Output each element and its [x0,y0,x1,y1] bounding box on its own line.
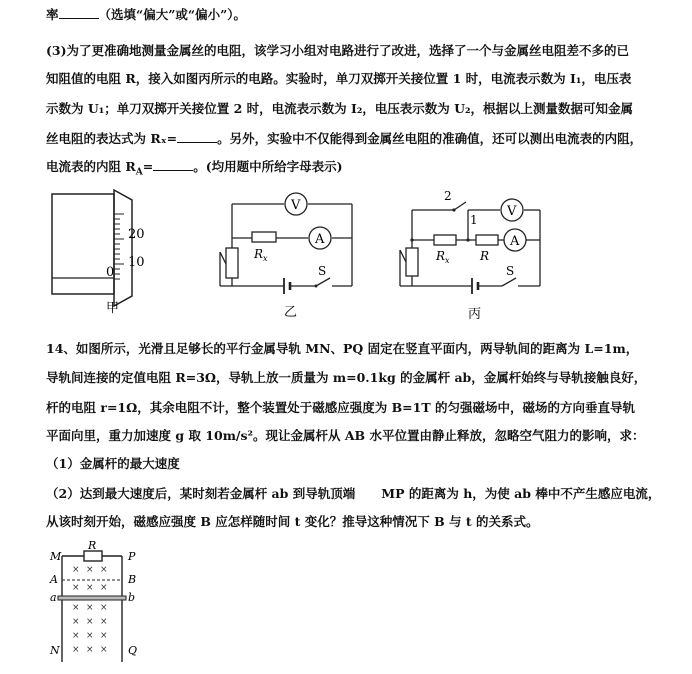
field-mark: × [86,603,94,613]
label-b-lower: b [128,591,136,604]
switch-contact [315,285,318,288]
label-b-upper: B [128,573,137,586]
text-fragment: （选填“偏大”或“偏小”）。 [98,7,247,22]
label-p: P [128,550,136,563]
label-a-upper: A [50,573,58,586]
junction-dot [410,238,413,241]
figure-jia-micrometer [40,186,180,316]
figure-caption-bing: 丙 [468,307,482,322]
rx-letter: R [436,249,446,263]
switch-label: S [506,264,515,278]
thimble-ticks [114,214,124,279]
field-mark: × [86,617,94,627]
resistor-rx [252,232,276,242]
text-fragment: MP 的距离为 h，为使 ab 棒中不产生感应电流， [381,486,661,501]
subscript: A [135,167,143,178]
figure-caption-yi: 乙 [284,305,298,320]
ammeter-label: A [315,232,325,247]
resistor-r [84,551,102,561]
voltmeter-label: V [291,198,301,213]
switch-label: S [318,264,327,278]
spdt-position-1: 1 [470,213,478,227]
q14-line-5: （1）金属杆的最大速度 [46,456,180,471]
rheostat [406,248,418,276]
label-a-lower: a [50,591,57,604]
tick-label-20: 20 [128,227,145,242]
field-mark: × [100,603,108,613]
line-3: 示数为 U₁；单刀双掷开关接位置 2 时，电流表示数为 I₂，电压表示数为 U₂，根据以上测量数据可知金属 [46,101,634,116]
junction-dot [466,238,469,241]
q14-line-7: 从该时刻开始，磁感应强度 B 应怎样随时间 t 变化？推导这种情况下 B 与 t 的关系式。 [46,514,539,529]
q14-line-4: 平面向里，重力加速度 g 取 10m/s²。现让金属杆从 AB 水平位置由静止释放，忽略空气阻力的影响，求： [46,428,645,443]
line-5 [46,158,343,181]
figure-rails-magnetic-field [40,540,160,666]
spdt-pivot [452,208,455,211]
answer-blank [177,130,217,143]
text-fragment: 。(均用题中所给字母表示) [193,159,343,174]
rx-label [253,247,268,263]
text-fragment: 。另外，实验中不仅能得到金属丝电阻的准确值，还可以测出电流表的内阻， [217,131,643,146]
field-mark: × [86,645,94,655]
spdt-position-2: 2 [444,189,452,203]
q14-line-1: 14、如图所示，光滑且足够长的平行金属导轨 MN、PQ 固定在竖直平面内，两导轨间的距离为 L=1m， [46,341,639,356]
rx-label [435,249,450,265]
label-q: Q [128,644,138,657]
line-4 [46,130,642,147]
tick-label-0: 0 [106,265,115,280]
field-mark: × [72,617,80,627]
rx-subscript: x [263,254,268,263]
text-fragment: = [142,159,154,174]
figure-caption-jia: 甲 [106,301,120,316]
voltmeter-label: V [507,204,517,219]
q14-line-6 [46,486,660,502]
micrometer-sleeve [52,194,114,294]
field-mark: × [72,565,80,575]
field-mark: × [72,631,80,641]
line-2: 知阻值的电阻 R，接入如图丙所示的电路。实验时，单刀双掷开关接位置 1 时，电流表示数为 I₁，电压表 [46,71,632,86]
magnetic-field-marks [72,565,108,655]
q14-line-3: 杆的电阻 r=1Ω，其余电阻不计，整个装置处于磁感应强度为 B=1T 的匀强磁场中，磁场的方向垂直导轨 [46,400,635,415]
field-mark: × [86,565,94,575]
field-mark: × [100,565,108,575]
resistor-rx [434,235,456,245]
rx-letter: R [254,247,264,261]
line-1: (3)为了更准确地测量金属丝的电阻，该学习小组对电路进行了改进，选择了一个与金属丝电阻差不多的已 [46,43,630,58]
rx-subscript: x [445,256,450,265]
text-fragment: 丝电阻的表达式为 Rₓ= [46,131,178,146]
ammeter-label: A [510,234,520,249]
field-mark: × [72,583,80,593]
figure-yi-circuit [212,186,372,321]
q14-line-2: 导轨间连接的定值电阻 R=3Ω，导轨上放一质量为 m=0.1kg 的金属杆 ab，金属杆始终与导轨接触良好， [46,370,647,385]
answer-blank [153,158,193,171]
figure-bing-circuit [390,180,560,322]
label-m: M [50,550,62,563]
field-mark: × [100,617,108,627]
line-0 [46,6,246,23]
label-n: N [50,644,60,657]
text-fragment: 率 [46,7,59,22]
field-mark: × [100,631,108,641]
field-mark: × [72,603,80,613]
field-mark: × [86,583,94,593]
text-fragment: 电流表的内阻 R [46,159,136,174]
rheostat [226,248,238,278]
field-mark: × [72,645,80,655]
metal-rod-ab [58,596,126,600]
field-mark: × [100,645,108,655]
field-mark: × [86,631,94,641]
label-r: R [88,540,97,552]
text-fragment: （2）达到最大速度后，某时刻若金属杆 ab 到导轨顶端 [46,486,356,501]
field-mark: × [100,583,108,593]
tick-label-10: 10 [128,255,145,270]
answer-blank [59,6,99,19]
resistor-r [476,235,498,245]
micrometer-thimble [114,190,132,306]
r-label: R [480,249,490,263]
